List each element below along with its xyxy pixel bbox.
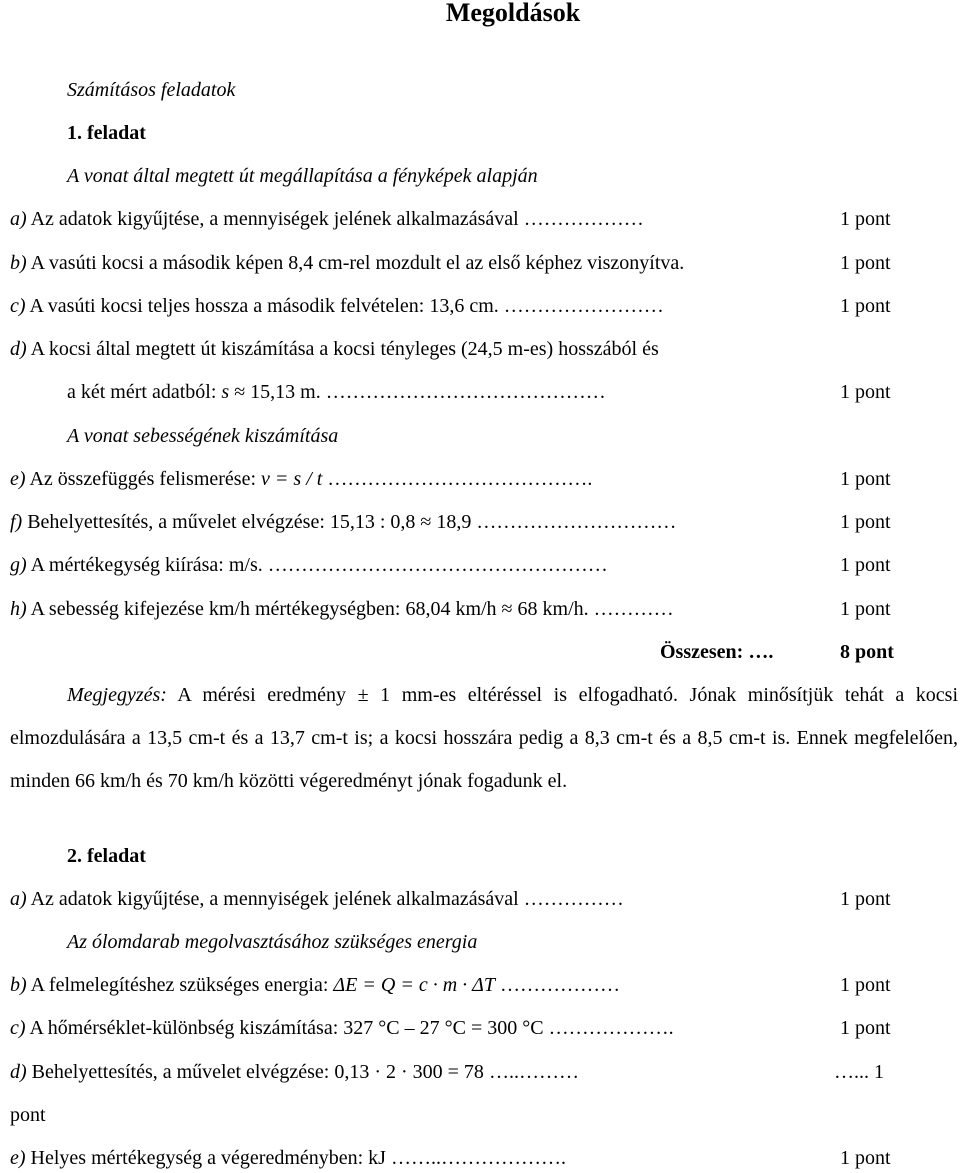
item-text: Az összefüggés felismerése: <box>25 468 262 490</box>
item-text: A hőmérséklet-különbség kiszámítása: 327 °C – 27 °C = 300 °C <box>25 1017 544 1039</box>
task1-item-e-points: 1 pont <box>840 468 891 490</box>
formula: v = s / t <box>261 468 323 490</box>
task1-note <box>10 674 958 803</box>
item-text: A vasúti kocsi teljes hossza a második felvételen: 13,6 cm. <box>25 295 499 317</box>
leader-dots: …………………………………………… <box>262 554 608 576</box>
item-label: c) <box>10 1017 26 1039</box>
item-label: f) <box>10 511 23 533</box>
leader-dots: ……………… <box>495 974 620 996</box>
item-text: Az adatok kigyűjtése, a mennyiségek jelének alkalmazásával <box>26 888 519 910</box>
task1-item-d <box>10 337 659 361</box>
leader-dots: …………………………………. <box>322 468 593 490</box>
item-text: Helyes mértékegység a végeredményben: kJ <box>25 1147 386 1169</box>
item-text: A felmelegítéshez szükséges energia: <box>26 974 334 996</box>
item-text: A kocsi által megtett út kiszámítása a kocsi tényleges (24,5 m-es) hosszából és <box>26 338 659 360</box>
task1-item-c-points: 1 pont <box>840 295 891 317</box>
note-text: A mérési eredmény ± 1 mm-es eltéréssel is elfogadható. Jónak minősítjük tehát a kocsi elmozdulására a 13,5 cm-t és a 13,7 cm-t is; a kocsi hosszára pedig a 8,3 cm-t és a 8,5 cm-t is. Ennek megfelelően, minden 66 km/h és 70 km/h közötti végeredményt jónak fogadunk el. <box>10 684 958 792</box>
task1-item-b <box>10 251 684 275</box>
task1-item-g-points: 1 pont <box>840 554 891 576</box>
item-text: Az adatok kigyűjtése, a mennyiségek jelének alkalmazásával <box>26 208 519 230</box>
item-label: b) <box>10 974 27 996</box>
task1-item-c <box>10 294 664 318</box>
task2-item-a <box>10 887 624 911</box>
task2-item-c-points: 1 pont <box>840 1017 891 1039</box>
leader-dots: …………………………………… <box>320 381 606 403</box>
task2-subheading: Az ólomdarab megolvasztásához szükséges energia <box>67 931 478 953</box>
task2-item-c <box>10 1016 674 1040</box>
leader-dots: ………………………… <box>471 511 677 533</box>
leader-dots: ………………. <box>543 1017 674 1039</box>
task2-item-d-points: …... 1 <box>834 1061 884 1083</box>
task1-item-d-continued <box>67 380 606 404</box>
item-text: a két mért adatból: <box>67 381 222 403</box>
task2-item-d-points-wrap: pont <box>10 1104 46 1126</box>
leader-dots: ……..………………. <box>385 1147 566 1169</box>
item-label: e) <box>10 1147 26 1169</box>
item-label: g) <box>10 554 27 576</box>
task1-item-h-points: 1 pont <box>840 598 891 620</box>
leader-dots: ………… <box>588 598 674 620</box>
item-text: ≈ 15,13 m. <box>229 381 321 403</box>
item-label: a) <box>10 888 27 910</box>
item-text: A vasúti kocsi a második képen 8,4 cm-rel mozdult el az első képhez viszonyítva. <box>26 252 685 274</box>
task2-item-e <box>10 1146 566 1170</box>
task1-item-a <box>10 207 644 231</box>
task1-subheading-speed: A vonat sebességének kiszámítása <box>67 425 339 447</box>
task1-item-d-points: 1 pont <box>840 381 891 403</box>
item-label: b) <box>10 252 27 274</box>
task1-item-h <box>10 597 674 621</box>
item-label: d) <box>10 338 27 360</box>
leader-dots: …………………… <box>498 295 664 317</box>
task1-heading: 1. feladat <box>67 122 146 144</box>
item-label: h) <box>10 598 27 620</box>
task1-item-g <box>10 553 608 577</box>
item-text: Behelyettesítés, a művelet elvégzése: 15,13 : 0,8 ≈ 18,9 <box>22 511 472 533</box>
leader-dots: …..……… <box>483 1061 579 1083</box>
task1-total-label: Összesen: …. <box>660 641 774 663</box>
task2-item-b-points: 1 pont <box>840 974 891 996</box>
item-label: a) <box>10 208 27 230</box>
task1-item-b-points: 1 pont <box>840 252 891 274</box>
variable: s <box>221 381 230 403</box>
item-label: d) <box>10 1061 27 1083</box>
task1-item-a-points: 1 pont <box>840 208 891 230</box>
task2-item-d <box>10 1060 579 1084</box>
item-text: A sebesség kifejezése km/h mértékegységben: 68,04 km/h ≈ 68 km/h. <box>26 598 589 620</box>
leader-dots: …………… <box>518 888 624 910</box>
note-label: Megjegyzés: <box>67 684 167 706</box>
task1-item-f <box>10 510 676 534</box>
task1-item-e <box>10 467 592 491</box>
task1-subheading-distance: A vonat által megtett út megállapítása a fényképek alapján <box>67 165 538 187</box>
item-label: e) <box>10 468 26 490</box>
task2-heading: 2. feladat <box>67 845 146 867</box>
item-label: c) <box>10 295 26 317</box>
formula: ΔE = Q = c · m · ΔT <box>333 974 495 996</box>
item-text: Behelyettesítés, a művelet elvégzése: 0,13 · 2 · 300 = 78 <box>26 1061 484 1083</box>
task2-item-b <box>10 973 620 997</box>
page-title: Megoldások <box>445 0 581 27</box>
section-heading: Számításos feladatok <box>67 79 236 101</box>
task2-item-e-points: 1 pont <box>840 1147 891 1169</box>
leader-dots: ……………… <box>518 208 644 230</box>
task2-item-a-points: 1 pont <box>840 888 891 910</box>
task1-item-f-points: 1 pont <box>840 511 891 533</box>
item-text: A mértékegység kiírása: m/s. <box>26 554 263 576</box>
task1-total-points: 8 pont <box>840 641 894 663</box>
